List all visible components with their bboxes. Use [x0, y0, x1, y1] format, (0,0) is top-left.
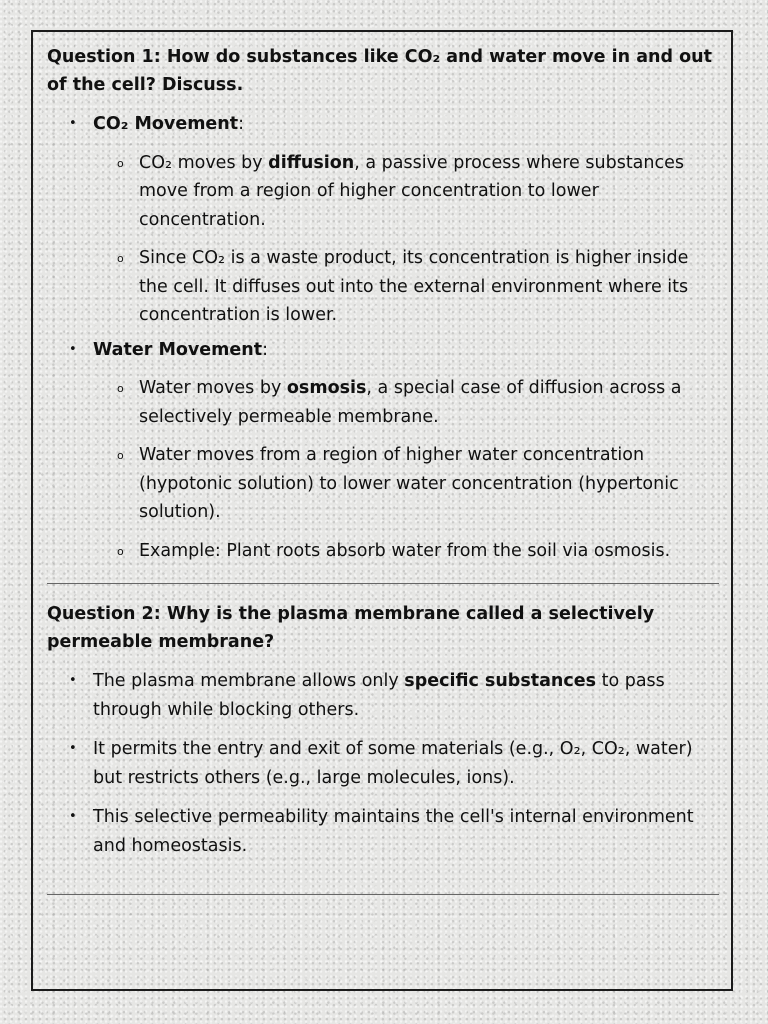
content [47, 43, 719, 895]
section-divider-2 [47, 894, 719, 895]
q2-bullet-2: • It permits the entry and exit of some materials (e.g., O₂, CO₂, water) but restricts others (e.g., large molecules, ions). [47, 735, 719, 792]
question-2-list [47, 667, 719, 860]
co2-point-1 [93, 149, 719, 235]
page-frame [31, 30, 733, 991]
co2-point-2: o Since CO₂ is a waste product, its concentration is higher inside the cell. It diffuses out into the external environment where its concentration is lower. [93, 244, 719, 330]
water-colon: : [262, 339, 268, 360]
section-divider-1 [47, 583, 719, 584]
q2-bullet-1 [47, 667, 719, 724]
water-point-2: o Water moves from a region of higher water concentration (hypotonic solution) to lower water concentration (hypertonic solution). [93, 441, 719, 527]
co2-colon: : [238, 114, 245, 134]
water-point-1-bold: osmosis [286, 378, 367, 398]
water-movement-item [47, 336, 719, 566]
water-point-3: o Example: Plant roots absorb water from the soil via osmosis. [93, 537, 719, 566]
q2-bullet-1-pre: The plasma membrane allows only [93, 671, 405, 691]
co2-point-1-bold: diffusion [268, 152, 355, 173]
question-1-title: Question 1: How do substances like CO₂ and water move in and out of the cell? Discuss. [47, 47, 712, 95]
q2-bullet-3: • This selective permeability maintains the cell's internal environment and homeostasis. [47, 803, 719, 860]
q2-bullet-1-bold: specific substances [404, 671, 597, 691]
co2-point-1-post: , a passive process where substances move from a region of higher concentration to lower concentration. [139, 152, 684, 230]
co2-sublist [93, 149, 719, 330]
co2-point-1-pre: CO₂ moves by [139, 152, 269, 173]
question-1-list [47, 110, 719, 565]
q2-bullet-1-post: to pass through while blocking others. [93, 671, 665, 720]
co2-movement-item [47, 110, 719, 330]
question-2-title: Question 2: Why is the plasma membrane called a selectively permeable membrane? [47, 604, 655, 652]
water-point-1-pre: Water moves by [139, 378, 287, 398]
co2-movement-heading: CO₂ Movement [93, 114, 239, 134]
water-sublist [93, 374, 719, 565]
water-point-1-post: , a special case of diffusion across a selectively permeable membrane. [139, 378, 682, 427]
water-movement-heading: Water Movement [93, 339, 263, 360]
water-point-1 [93, 374, 719, 431]
